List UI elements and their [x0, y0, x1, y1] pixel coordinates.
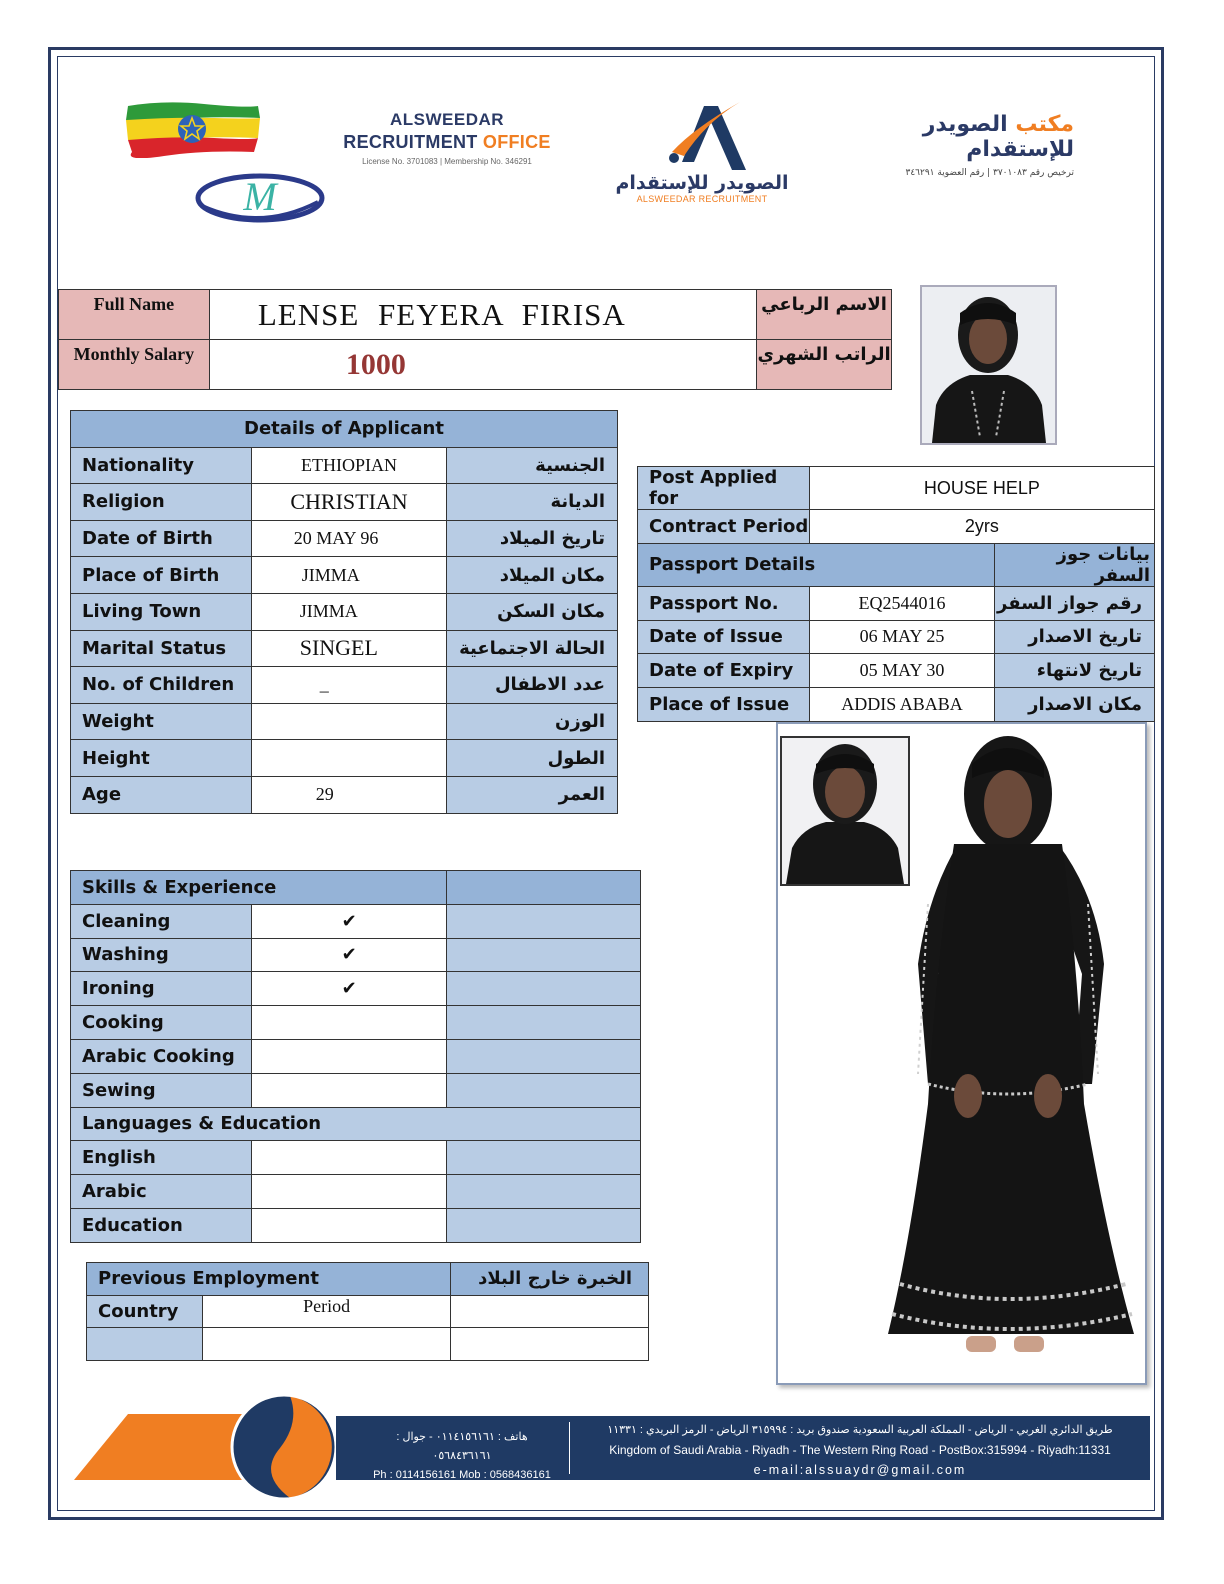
- employment-columns-row: [87, 1295, 649, 1328]
- salary-label: Monthly Salary: [59, 340, 210, 390]
- skill-sewing-label: Sewing: [71, 1073, 252, 1107]
- previous-employment-table: [86, 1262, 649, 1361]
- full-name-label: Full Name: [59, 290, 210, 340]
- table-row: [71, 938, 641, 972]
- alsweedar-office-ar-logo: [822, 112, 1074, 178]
- applicant-portrait-photo: [920, 285, 1057, 445]
- languages-title: Languages & Education: [71, 1107, 641, 1141]
- footer-address-ar: طريق الدائري الغربي - الرياض - المملكة العربية السعودية صندوق بريد : ٣١٥٩٩٤ الرياض - الرمز البريدي : ١١٣٣١: [607, 1424, 1113, 1436]
- lang-arabic-value: [251, 1175, 447, 1209]
- salary-value: 1000: [209, 340, 756, 390]
- lang-arabic-extra: [447, 1175, 641, 1209]
- table-row: [71, 740, 618, 777]
- table-row: [71, 1175, 641, 1209]
- table-row: [71, 630, 618, 667]
- table-row: [71, 703, 618, 740]
- office-en-word-office: OFFICE: [482, 132, 551, 152]
- marital-status-label: Marital Status: [71, 630, 252, 667]
- employment-title-ar: الخبرة خارج البلاد: [451, 1263, 649, 1296]
- age-value: 29: [251, 776, 447, 813]
- post-applied-value: HOUSE HELP: [809, 467, 1154, 510]
- issue-place-value: ADDIS ABABA: [809, 688, 995, 722]
- logo-english-name: ALSWEEDAR RECRUITMENT: [636, 194, 768, 204]
- contract-period-label: Contract Period: [638, 510, 810, 544]
- table-row: [71, 520, 618, 557]
- post-applied-row: [638, 467, 1155, 510]
- nationality-value: ETHIOPIAN: [251, 447, 447, 484]
- weight-label-ar: الوزن: [447, 703, 618, 740]
- passport-details-table: [637, 466, 1155, 722]
- religion-label: Religion: [71, 484, 252, 521]
- lang-arabic-label: Arabic: [71, 1175, 252, 1209]
- table-row: [71, 484, 618, 521]
- skills-experience-table: [70, 870, 641, 1243]
- weight-value: [251, 703, 447, 740]
- footer-emblem-icon: [74, 1394, 336, 1500]
- table-row: [71, 447, 618, 484]
- post-applied-label: Post Applied for: [638, 467, 810, 510]
- languages-header-row: [71, 1107, 641, 1141]
- skill-cleaning-extra: [447, 904, 641, 938]
- svg-text:M: M: [243, 174, 277, 219]
- issue-place-label: Place of Issue: [638, 688, 810, 722]
- education-value: [251, 1208, 447, 1242]
- employment-country-header: Country: [87, 1295, 203, 1328]
- name-salary-table: [58, 289, 892, 390]
- education-extra: [447, 1208, 641, 1242]
- salary-label-ar: الراتب الشهري: [757, 340, 892, 390]
- office-ar-word-name: الصويدر للإستقدام: [922, 112, 1074, 162]
- office-en-license: License No. 3701083 | Membership No. 346291: [362, 157, 532, 166]
- skill-sewing-check: [251, 1073, 447, 1107]
- ethiopia-flag-logo: [124, 100, 262, 158]
- education-label: Education: [71, 1208, 252, 1242]
- contract-period-value: 2yrs: [809, 510, 1154, 544]
- employment-country-cell: [87, 1328, 203, 1361]
- height-label: Height: [71, 740, 252, 777]
- nationality-label-ar: الجنسية: [447, 447, 618, 484]
- skill-washing-label: Washing: [71, 938, 252, 972]
- height-value: [251, 740, 447, 777]
- religion-label-ar: الديانة: [447, 484, 618, 521]
- children-value: _: [251, 667, 447, 704]
- table-row: [71, 1073, 641, 1107]
- table-row: [638, 688, 1155, 722]
- inset-figure-icon: [782, 738, 908, 884]
- office-ar-license: ترخيص رقم ٣٧٠١٠٨٣ | رقم العضوية ٣٤٦٢٩١: [905, 168, 1074, 178]
- living-town-value: JIMMA: [251, 593, 447, 630]
- footer-phone-ar: هاتف : ٠١١٤١٥٦١٦١ - جوال : ٠٥٦٨٤٣٦١٦١: [396, 1431, 528, 1462]
- skill-arabic-cooking-label: Arabic Cooking: [71, 1039, 252, 1073]
- applicant-details-table: [70, 410, 618, 814]
- lang-english-extra: [447, 1141, 641, 1175]
- skill-sewing-extra: [447, 1073, 641, 1107]
- issue-date-label: Date of Issue: [638, 620, 810, 654]
- skill-cleaning-label: Cleaning: [71, 904, 252, 938]
- footer-address-en: Kingdom of Saudi Arabia - Riyadh - The Western Ring Road - PostBox:315994 - Riyadh:11331: [609, 1443, 1111, 1457]
- footer-email: e-mail:alssuaydr@gmail.com: [753, 1463, 967, 1477]
- office-en-line1: ALSWEEDAR: [389, 110, 505, 129]
- skill-cooking-extra: [447, 1006, 641, 1040]
- height-label-ar: الطول: [447, 740, 618, 777]
- religion-value: CHRISTIAN: [251, 484, 447, 521]
- marital-status-value: SINGEL: [251, 630, 447, 667]
- living-town-label-ar: مكان السكن: [447, 593, 618, 630]
- skill-arabic-cooking-check: [251, 1039, 447, 1073]
- issue-date-value: 06 MAY 25: [809, 620, 995, 654]
- table-row: [71, 776, 618, 813]
- footer-phone-en: Ph : 0114156161 Mob : 0568436161: [373, 1469, 551, 1481]
- office-en-line2: [336, 132, 558, 153]
- table-row: [87, 1328, 649, 1361]
- passport-no-label: Passport No.: [638, 586, 810, 620]
- table-row: [71, 1208, 641, 1242]
- lang-english-label: English: [71, 1141, 252, 1175]
- expiry-date-value: 05 MAY 30: [809, 654, 995, 688]
- portrait-figure-icon: [922, 287, 1055, 443]
- employment-extra-cell: [451, 1328, 649, 1361]
- table-row: [71, 972, 641, 1006]
- applicant-table-title: Details of Applicant: [71, 411, 618, 448]
- employment-period-cell: [202, 1328, 450, 1361]
- table-row: [638, 620, 1155, 654]
- skill-washing-extra: [447, 938, 641, 972]
- table-row: [71, 557, 618, 594]
- a-letter-icon: [654, 100, 750, 174]
- alsweedar-office-en-logo: [336, 110, 558, 166]
- table-row: [71, 1141, 641, 1175]
- passport-details-label-ar: بيانات جوز السفر: [995, 543, 1155, 586]
- skills-header-row: [71, 871, 641, 905]
- employment-empty-header: [451, 1295, 649, 1328]
- age-label: Age: [71, 776, 252, 813]
- dob-value: 20 MAY 96: [251, 520, 447, 557]
- skill-arabic-cooking-extra: [447, 1039, 641, 1073]
- table-row: [71, 593, 618, 630]
- living-town-label: Living Town: [71, 593, 252, 630]
- applicant-header-row: [71, 411, 618, 448]
- children-label-ar: عدد الاطفال: [447, 667, 618, 704]
- expiry-date-label: Date of Expiry: [638, 654, 810, 688]
- applicant-inset-photo: [780, 736, 910, 886]
- office-en-word-recruitment: RECRUITMENT: [343, 132, 483, 152]
- passport-details-label: Passport Details: [638, 543, 995, 586]
- employment-header-row: [87, 1263, 649, 1296]
- pob-label: Place of Birth: [71, 557, 252, 594]
- skill-ironing-extra: [447, 972, 641, 1006]
- skills-table-title: Skills & Experience: [71, 871, 447, 905]
- salary-row: [59, 340, 892, 390]
- children-label: No. of Children: [71, 667, 252, 704]
- dob-label: Date of Birth: [71, 520, 252, 557]
- table-row: [71, 667, 618, 704]
- table-row: [71, 1039, 641, 1073]
- table-row: [638, 586, 1155, 620]
- office-ar-word-office: مكتب: [1007, 112, 1074, 137]
- expiry-date-label-ar: تاريخ لانتهاء: [995, 654, 1155, 688]
- passport-details-header-row: [638, 543, 1155, 586]
- skill-ironing-check: ✔: [251, 972, 447, 1006]
- full-name-label-ar: الاسم الرباعي: [757, 290, 892, 340]
- skill-cooking-check: [251, 1006, 447, 1040]
- alsweedar-a-logo: [612, 100, 792, 218]
- applicant-full-body-photo: [776, 722, 1147, 1385]
- pob-label-ar: مكان الميلاد: [447, 557, 618, 594]
- footer-address: [580, 1420, 1140, 1480]
- footer-banner: [74, 1394, 1150, 1500]
- office-ar-title: [822, 112, 1074, 162]
- employment-period-header: Period: [202, 1295, 450, 1328]
- skill-washing-check: ✔: [251, 938, 447, 972]
- issue-place-label-ar: مكان الاصدار: [995, 688, 1155, 722]
- table-row: [638, 654, 1155, 688]
- marital-status-label-ar: الحالة الاجتماعية: [447, 630, 618, 667]
- pob-value: JIMMA: [251, 557, 447, 594]
- nationality-label: Nationality: [71, 447, 252, 484]
- weight-label: Weight: [71, 703, 252, 740]
- m-agency-logo: [194, 172, 326, 224]
- skills-header-empty: [447, 871, 641, 905]
- skill-cooking-label: Cooking: [71, 1006, 252, 1040]
- footer-phone: [366, 1428, 558, 1485]
- employment-title: Previous Employment: [87, 1263, 451, 1296]
- full-name-row: [59, 290, 892, 340]
- skill-ironing-label: Ironing: [71, 972, 252, 1006]
- lang-english-value: [251, 1141, 447, 1175]
- passport-no-value: EQ2544016: [809, 586, 995, 620]
- dob-label-ar: تاريخ الميلاد: [447, 520, 618, 557]
- contract-period-row: [638, 510, 1155, 544]
- table-row: [71, 1006, 641, 1040]
- passport-no-label-ar: رقم جواز السفر: [995, 586, 1155, 620]
- logo-arabic-name: الصويدر للإستقدام: [615, 172, 789, 194]
- age-label-ar: العمر: [447, 776, 618, 813]
- skill-cleaning-check: ✔: [251, 904, 447, 938]
- footer-divider: [569, 1422, 570, 1474]
- full-name-value: LENSE FEYERA FIRISA: [209, 290, 756, 340]
- table-row: [71, 904, 641, 938]
- issue-date-label-ar: تاريخ الاصدار: [995, 620, 1155, 654]
